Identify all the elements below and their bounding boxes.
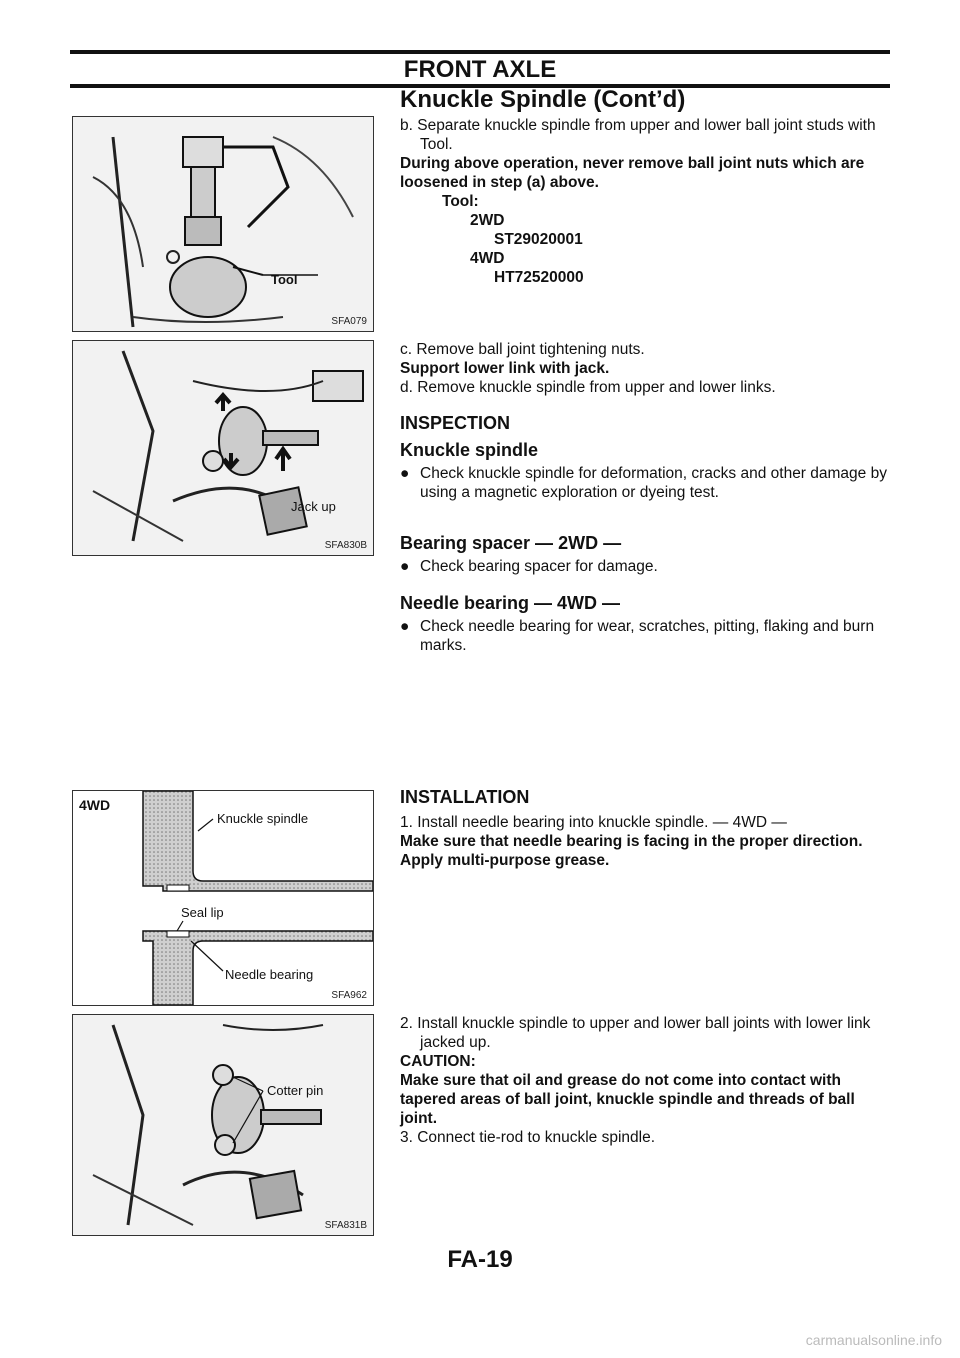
figure-label-tool: Tool xyxy=(271,272,298,287)
bullet-icon: ● xyxy=(400,465,410,482)
install-step-2: 2. Install knuckle spindle to upper and lower ball joints with lower link jacked up. xyxy=(400,1015,871,1051)
step-d-text: d. Remove knuckle spindle from upper and lower links. xyxy=(400,379,776,396)
installation-steps-2-3-block xyxy=(400,1014,892,1147)
removal-steps-c-d-block xyxy=(400,340,892,397)
removal-step-b-block xyxy=(400,116,892,287)
figure-code: SFA079 xyxy=(331,316,367,327)
subsection-title: Knuckle Spindle (Cont’d) xyxy=(400,86,686,113)
figure-jack-drawing xyxy=(73,341,373,555)
figure-label-cotter-pin: Cotter pin xyxy=(267,1083,324,1098)
step-b-warning: During above operation, never remove ball joint nuts which are loosened in step (a) above. xyxy=(400,155,865,191)
needle-bearing-heading: Needle bearing — 4WD — xyxy=(400,593,621,613)
step-c-text: c. Remove ball joint tightening nuts. xyxy=(400,341,645,358)
figure-label-jack-up: Jack up xyxy=(291,499,336,514)
section-title: FRONT AXLE xyxy=(403,56,557,83)
figure-jack-up xyxy=(72,340,374,556)
figure-label-seal-lip: Seal lip xyxy=(181,905,224,920)
tool-2wd-label: 2WD xyxy=(470,212,505,229)
needle-bearing-check xyxy=(400,617,892,655)
knuckle-spindle-check xyxy=(400,464,892,502)
caution-text: Make sure that oil and grease do not come into contact with tapered areas of ball joint, knuckle spindle and threads of ball joint. xyxy=(400,1072,855,1127)
inspection-section xyxy=(400,414,892,655)
watermark: carmanualsonline.info xyxy=(805,1332,942,1348)
installation-heading: INSTALLATION xyxy=(400,787,530,807)
bearing-spacer-check xyxy=(400,557,892,576)
tool-4wd-part-number: HT72520000 xyxy=(494,269,584,286)
needle-bearing-check-text: Check needle bearing for wear, scratches, pitting, flaking and burn marks. xyxy=(420,618,875,654)
step-b-text: b. Separate knuckle spindle from upper and lower ball joint studs with Tool. xyxy=(400,117,876,153)
figure-label-4wd: 4WD xyxy=(79,797,111,813)
installation-section xyxy=(400,788,892,870)
bullet-icon: ● xyxy=(400,558,410,575)
install-step-3: 3. Connect tie-rod to knuckle spindle. xyxy=(400,1129,656,1146)
bearing-spacer-heading: Bearing spacer — 2WD — xyxy=(400,533,622,553)
tool-2wd-part-number: ST29020001 xyxy=(494,231,583,248)
tool-4wd-label: 4WD xyxy=(470,250,505,267)
bullet-icon: ● xyxy=(400,618,410,635)
figure-label-needle-bearing: Needle bearing xyxy=(225,967,314,982)
figure-cotter-pin xyxy=(72,1014,374,1236)
install-note-direction: Make sure that needle bearing is facing in the proper direction. xyxy=(400,833,863,850)
bearing-spacer-check-text: Check bearing spacer for damage. xyxy=(420,558,658,575)
header-top-rule xyxy=(70,50,890,54)
support-note: Support lower link with jack. xyxy=(400,360,610,377)
figure-tool-separation xyxy=(72,116,374,332)
inspection-heading: INSPECTION xyxy=(400,413,511,433)
figure-code: SFA830B xyxy=(324,540,367,551)
figure-label-knuckle-spindle: Knuckle spindle xyxy=(217,811,309,826)
figure-cotter-drawing xyxy=(73,1015,373,1235)
knuckle-spindle-check-text: Check knuckle spindle for deformation, cracks and other damage by using a magnetic exploration or dyeing test. xyxy=(420,465,887,501)
install-step-1: 1. Install needle bearing into knuckle spindle. — 4WD — xyxy=(400,814,787,831)
install-note-grease: Apply multi-purpose grease. xyxy=(400,852,610,869)
figure-tool-drawing xyxy=(73,117,373,331)
caution-label: CAUTION: xyxy=(400,1053,476,1070)
figure-code: SFA962 xyxy=(331,990,367,1001)
figure-code: SFA831B xyxy=(324,1220,367,1231)
figure-needle-bearing xyxy=(72,790,374,1006)
knuckle-spindle-heading: Knuckle spindle xyxy=(400,440,539,460)
page-number: FA-19 xyxy=(447,1246,513,1273)
tool-label: Tool: xyxy=(442,193,479,210)
